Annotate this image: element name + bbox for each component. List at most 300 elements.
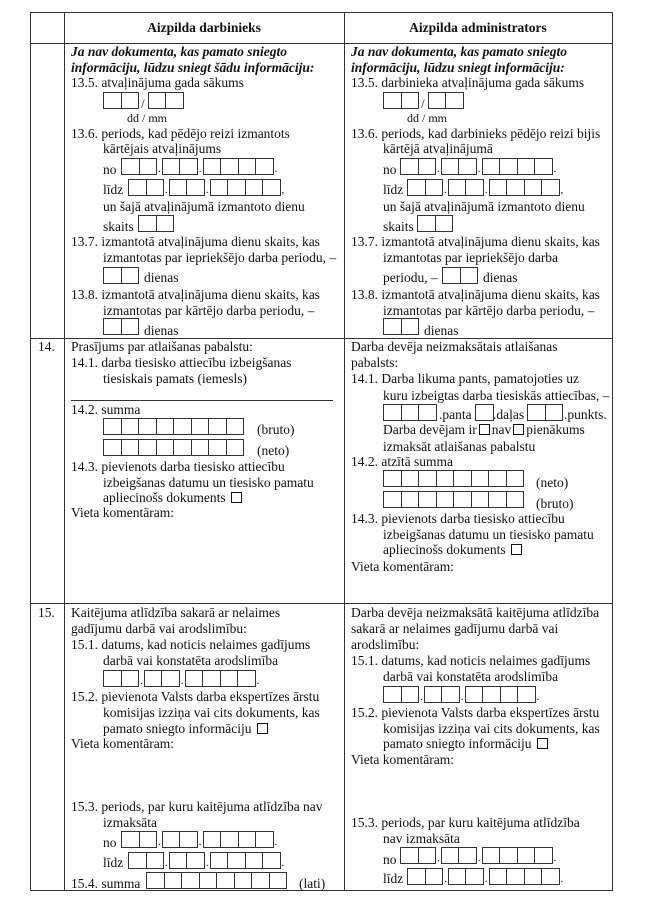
digit-cell[interactable] <box>400 158 419 175</box>
digit-cell[interactable] <box>208 439 227 456</box>
item-14-3-cont <box>103 490 244 506</box>
digit-cell[interactable] <box>210 852 229 869</box>
item-13-6-cont: kārtējā atvaļinājumā <box>383 141 493 156</box>
digit-cell[interactable] <box>517 847 536 864</box>
reason-input-line[interactable] <box>71 400 333 401</box>
digit-cell[interactable] <box>401 92 420 109</box>
date-format-hint: dd / mm <box>127 111 168 125</box>
digit-cell[interactable] <box>234 872 253 889</box>
article-label: .panta <box>439 407 472 422</box>
digit-cell[interactable] <box>524 179 543 196</box>
digit-cell[interactable] <box>220 670 239 687</box>
item-13-7-cont: periodu, – <box>383 270 438 285</box>
digit-cell[interactable] <box>517 158 536 175</box>
digit-cell[interactable] <box>103 267 122 284</box>
item-14-1-cont: kuru izbeigtas darba tiesiskās attiecības, – <box>383 388 610 403</box>
amount-field[interactable] <box>146 871 286 889</box>
document-checkbox[interactable] <box>231 492 242 503</box>
separator: . <box>553 852 557 864</box>
comment-label: Vieta komentāram: <box>351 559 455 574</box>
digit-cell[interactable] <box>185 670 204 687</box>
digit-cell[interactable] <box>226 439 245 456</box>
digit-cell[interactable] <box>146 852 165 869</box>
document-checkbox[interactable] <box>511 544 522 555</box>
digit-cell[interactable] <box>541 868 560 885</box>
digit-cell[interactable] <box>506 179 525 196</box>
from-label: no <box>383 852 397 867</box>
digit-cell[interactable] <box>226 418 245 435</box>
separator: , <box>281 184 285 196</box>
digit-cell[interactable] <box>441 686 460 703</box>
digit-cell[interactable] <box>121 418 140 435</box>
digit-cell[interactable] <box>161 670 180 687</box>
point-field[interactable] <box>527 403 562 421</box>
digit-cell[interactable] <box>401 686 420 703</box>
point-label: .punkts. <box>564 407 607 422</box>
digit-cell[interactable] <box>442 267 461 284</box>
digit-cell[interactable] <box>227 179 246 196</box>
item-14-3: 14.3. pievienots darba tiesisko attiecību <box>351 511 565 526</box>
item-15-2-cont: komisijas izziņa vai cits dokuments, kas <box>383 721 600 736</box>
duty-no-checkbox[interactable] <box>513 424 524 435</box>
digit-cell[interactable] <box>488 491 507 508</box>
days-count-field[interactable] <box>138 214 173 232</box>
accident-date-field[interactable] <box>383 685 540 703</box>
currency-label: (lati) <box>299 876 326 891</box>
paragraph-field[interactable] <box>475 403 493 421</box>
net-label: (neto) <box>536 475 569 490</box>
item-14-1: 14.1. Darba likuma pants, pamatojoties uz <box>351 371 579 386</box>
intro-text: informāciju, lūdzu sniegt informāciju: <box>351 60 565 75</box>
digit-cell[interactable] <box>524 868 543 885</box>
item-14-3-cont: izbeigšanas datumu un tiesisko pamatu <box>103 475 314 490</box>
days-label: dienas <box>144 323 179 338</box>
digit-cell[interactable] <box>436 491 455 508</box>
amount-net-field[interactable] <box>103 438 243 456</box>
comment-label: Vieta komentāram: <box>351 752 455 767</box>
digit-cell[interactable] <box>121 670 140 687</box>
digit-cell[interactable] <box>541 179 560 196</box>
digit-cell[interactable] <box>506 491 525 508</box>
separator: . <box>256 675 260 687</box>
digit-cell[interactable] <box>383 318 402 335</box>
digit-cell[interactable] <box>216 872 235 889</box>
digit-cell[interactable] <box>148 92 167 109</box>
document-checkbox[interactable] <box>537 738 548 749</box>
digit-cell[interactable] <box>407 868 426 885</box>
item-15-3-cont: nav izmaksāta <box>383 831 460 846</box>
digit-cell[interactable] <box>262 852 281 869</box>
digit-cell[interactable] <box>401 470 420 487</box>
section-title: pabalsts: <box>351 355 399 370</box>
digit-cell[interactable] <box>165 92 184 109</box>
days-field-previous[interactable] <box>103 266 138 284</box>
separator: . <box>158 836 161 848</box>
comment-label: Vieta komentāram: <box>71 505 175 520</box>
digit-cell[interactable] <box>517 686 536 703</box>
digit-cell[interactable] <box>121 267 140 284</box>
days-label: dienas <box>424 323 459 338</box>
digit-cell[interactable] <box>169 179 188 196</box>
digit-cell[interactable] <box>448 179 467 196</box>
column-divider <box>344 12 345 891</box>
digit-cell[interactable] <box>417 215 436 232</box>
digit-cell[interactable] <box>545 404 564 421</box>
digit-cell[interactable] <box>383 491 402 508</box>
digit-cell[interactable] <box>128 852 147 869</box>
separator: . <box>205 184 209 196</box>
digit-cell[interactable] <box>506 868 525 885</box>
separator: . <box>484 873 488 885</box>
item-14-3: 14.3. pievienots darba tiesisko attiecību <box>71 459 285 474</box>
digit-cell[interactable] <box>482 158 501 175</box>
digit-cell[interactable] <box>173 439 192 456</box>
separator: , <box>560 184 564 196</box>
digit-cell[interactable] <box>458 847 477 864</box>
table-border-right <box>612 12 613 891</box>
digit-cell[interactable] <box>121 92 140 109</box>
digit-cell[interactable] <box>179 831 198 848</box>
item-13-6: 13.6. periods, kad darbinieks pēdējo reizi bijis <box>351 126 601 141</box>
date-format-hint: dd / mm <box>407 111 448 125</box>
separator: . <box>165 184 168 196</box>
digit-cell[interactable] <box>186 852 205 869</box>
separator: . <box>420 691 423 703</box>
date-field-from[interactable] <box>121 830 278 848</box>
digit-cell[interactable] <box>238 831 257 848</box>
digit-cell[interactable] <box>418 491 437 508</box>
item-14-1-cont: tiesiskais pamats (iemesls) <box>103 371 247 386</box>
separator: . <box>274 836 278 848</box>
separator: . <box>437 163 440 175</box>
item-13-6: 13.6. periods, kad pēdējo reizi izmantots <box>71 126 290 141</box>
accident-date-field[interactable] <box>103 669 260 687</box>
digit-cell[interactable] <box>383 404 402 421</box>
digit-cell[interactable] <box>181 872 200 889</box>
digit-cell[interactable] <box>418 470 437 487</box>
digit-cell[interactable] <box>488 470 507 487</box>
digit-cell[interactable] <box>534 847 553 864</box>
paragraph-label: .daļas <box>493 407 525 422</box>
digit-cell[interactable] <box>425 179 444 196</box>
item-14-3-cont: izbeigšanas datumu un tiesisko pamatu <box>383 527 594 542</box>
item-15-2-cont: komisijas izziņa vai cits dokuments, kas <box>103 705 320 720</box>
item-13-7-cont: izmantotas par iepriekšējo darba periodu, – <box>103 250 337 265</box>
digit-cell[interactable] <box>103 439 122 456</box>
separator: . <box>165 857 168 869</box>
days-field-current[interactable] <box>103 317 138 335</box>
intro-text: Ja nav dokumenta, kas pamato sniegto <box>71 44 288 59</box>
digit-cell[interactable] <box>465 179 484 196</box>
digit-cell[interactable] <box>401 404 420 421</box>
separator: . <box>553 163 557 175</box>
separator: . <box>198 836 202 848</box>
digit-cell[interactable] <box>139 831 158 848</box>
digit-cell[interactable] <box>121 439 140 456</box>
section-title: sakarā ar nelaimes gadījumu darbā vai <box>351 621 559 636</box>
digit-cell[interactable] <box>407 179 426 196</box>
digit-cell[interactable] <box>169 852 188 869</box>
item-15-3-cont: izmaksāta <box>103 815 157 830</box>
digit-cell[interactable] <box>245 179 264 196</box>
digit-cell[interactable] <box>401 491 420 508</box>
section-title: Darba devēja neizmaksātais atlaišanas <box>351 339 558 354</box>
digit-cell[interactable] <box>448 868 467 885</box>
digit-cell[interactable] <box>103 92 122 109</box>
digit-cell[interactable] <box>471 491 490 508</box>
item-13-8: 13.8. izmantotā atvaļinājuma dienu skaits, kas <box>351 287 600 302</box>
count-label: skaits <box>103 219 134 234</box>
digit-cell[interactable] <box>139 158 158 175</box>
separator: . <box>536 691 540 703</box>
digit-cell[interactable] <box>138 439 157 456</box>
digit-cell[interactable] <box>445 92 464 109</box>
section-title: Kaitējuma atlīdzība sakarā ar nelaimes <box>71 605 281 620</box>
separator: . <box>205 857 209 869</box>
days-label: dienas <box>144 270 179 285</box>
digit-cell[interactable] <box>482 686 501 703</box>
doc-label: apliecinošs dokuments <box>383 542 506 557</box>
separator: . <box>198 163 202 175</box>
digit-cell[interactable] <box>138 215 157 232</box>
date-field-to[interactable] <box>407 867 564 885</box>
separator: . <box>560 873 564 885</box>
item-15-3: 15.3. periods, par kuru kaitējuma atlīdzība nav <box>71 799 323 814</box>
digit-cell[interactable] <box>500 686 519 703</box>
digit-cell[interactable] <box>162 158 181 175</box>
digit-cell[interactable] <box>441 158 460 175</box>
row-divider <box>30 603 613 604</box>
digit-cell[interactable] <box>441 847 460 864</box>
days-label: dienas <box>483 270 518 285</box>
gross-label: (bruto) <box>536 496 574 511</box>
date-field-from[interactable] <box>400 846 557 864</box>
from-label: no <box>103 835 117 850</box>
net-label: (neto) <box>257 443 290 458</box>
item-13-7: 13.7. izmantotā atvaļinājuma dienu skaits, kas <box>71 234 320 249</box>
date-field-to[interactable] <box>407 178 564 196</box>
date-field-dd-mm[interactable] <box>103 91 183 109</box>
duty-text: pienākums <box>526 422 585 437</box>
digit-cell[interactable] <box>237 670 256 687</box>
digit-cell[interactable] <box>418 404 437 421</box>
digit-cell[interactable] <box>255 831 274 848</box>
digit-cell[interactable] <box>489 179 508 196</box>
digit-cell[interactable] <box>471 470 490 487</box>
item-13-8-cont: izmantotas par kārtējo darba periodu, – <box>383 303 595 318</box>
item-15-2-cont <box>103 721 270 737</box>
item-14-1: 14.1. darba tiesisko attiecību izbeigšanas <box>71 355 292 370</box>
separator: . <box>180 675 184 687</box>
item-15-2: 15.2. pievienota Valsts darba ekspertīzes ārstu <box>351 705 600 720</box>
digit-cell[interactable] <box>186 179 205 196</box>
digit-cell[interactable] <box>453 491 472 508</box>
digit-cell[interactable] <box>418 158 437 175</box>
digit-cell[interactable] <box>144 670 163 687</box>
separator: . <box>444 873 447 885</box>
item-15-1-cont: darbā vai konstatēta arodslimība <box>103 653 279 668</box>
digit-cell[interactable] <box>482 847 501 864</box>
item-13-5: 13.5. darbinieka atvaļinājuma gada sākums <box>351 75 585 90</box>
digit-cell[interactable] <box>245 852 264 869</box>
digit-cell[interactable] <box>103 318 122 335</box>
amount-gross-field[interactable] <box>103 417 243 435</box>
digit-cell[interactable] <box>425 868 444 885</box>
digit-cell[interactable] <box>162 831 181 848</box>
item-13-6-cont: kārtējais atvaļinājums <box>103 141 222 156</box>
digit-cell[interactable] <box>383 470 402 487</box>
digit-cell[interactable] <box>121 158 140 175</box>
duty-line <box>383 422 585 438</box>
item-15-1: 15.1. datums, kad noticis nelaimes gadījums <box>351 653 591 668</box>
digit-cell[interactable] <box>435 215 454 232</box>
digit-cell[interactable] <box>208 418 227 435</box>
date-field-to[interactable] <box>128 851 285 869</box>
separator: . <box>140 675 143 687</box>
separator: . <box>281 857 285 869</box>
digit-cell[interactable] <box>424 686 443 703</box>
item-14-2: 14.2. summa <box>71 402 141 417</box>
duty-no-label: nav <box>491 422 512 437</box>
digit-cell[interactable] <box>269 872 288 889</box>
digit-cell[interactable] <box>210 179 229 196</box>
intro-text: Ja nav dokumenta, kas pamato sniegto <box>351 44 568 59</box>
digit-cell[interactable] <box>146 872 165 889</box>
to-label: līdz <box>103 855 124 870</box>
section-title: arodslimību: <box>351 637 420 652</box>
table-border-left <box>30 12 31 891</box>
digit-cell[interactable] <box>453 470 472 487</box>
digit-cell[interactable] <box>401 318 420 335</box>
digit-cell[interactable] <box>418 847 437 864</box>
digit-cell[interactable] <box>203 831 222 848</box>
digit-cell[interactable] <box>499 158 518 175</box>
date-field-to[interactable] <box>128 178 285 196</box>
amount-gross-field[interactable] <box>383 490 523 508</box>
date-field-from[interactable] <box>121 157 278 175</box>
digit-cell[interactable] <box>103 670 122 687</box>
digit-cell[interactable] <box>179 158 198 175</box>
to-label: līdz <box>383 871 404 886</box>
days-count-field[interactable] <box>417 214 452 232</box>
separator: . <box>444 184 447 196</box>
item-13-7-cont: izmantotas par iepriekšējo darba <box>383 250 559 265</box>
item-15-2: 15.2. pievienota Valsts darba ekspertīzes ārstu <box>71 689 320 704</box>
digit-cell[interactable] <box>400 847 419 864</box>
digit-cell[interactable] <box>475 404 494 421</box>
days-used-text: un šajā atvaļinājumā izmantoto dienu <box>103 199 305 214</box>
digit-cell[interactable] <box>465 686 484 703</box>
article-field[interactable] <box>383 403 436 421</box>
section-title: gadījumu darbā vai arodslimību: <box>71 621 247 636</box>
digit-cell[interactable] <box>220 158 239 175</box>
to-label: līdz <box>383 182 404 197</box>
separator: . <box>477 852 481 864</box>
duty-yes-checkbox[interactable] <box>479 424 490 435</box>
column-divider <box>64 12 65 891</box>
days-field-previous[interactable] <box>442 266 477 284</box>
digit-cell[interactable] <box>138 418 157 435</box>
to-label: līdz <box>103 182 124 197</box>
separator: / <box>421 96 425 111</box>
separator: . <box>274 163 278 175</box>
digit-cell[interactable] <box>428 92 447 109</box>
item-13-8: 13.8. izmantotā atvaļinājuma dienu skaits, kas <box>71 287 320 302</box>
duty-line-cont: izmaksāt atlaišanas pabalstu <box>383 439 536 454</box>
row-number: 14. <box>38 339 55 354</box>
item-15-3: 15.3. periods, par kuru kaitējuma atlīdzība <box>351 815 580 830</box>
header-administrator: Aizpilda administrators <box>409 20 547 35</box>
date-field-from[interactable] <box>400 157 557 175</box>
digit-cell[interactable] <box>499 847 518 864</box>
digit-cell[interactable] <box>506 470 525 487</box>
digit-cell[interactable] <box>465 868 484 885</box>
row-number: 15. <box>38 605 55 620</box>
digit-cell[interactable] <box>251 872 270 889</box>
digit-cell[interactable] <box>128 179 147 196</box>
separator: . <box>158 163 161 175</box>
amount-net-field[interactable] <box>383 469 523 487</box>
digit-cell[interactable] <box>173 418 192 435</box>
duty-text: Darba devējam ir <box>383 422 477 437</box>
separator: . <box>460 691 464 703</box>
digit-cell[interactable] <box>534 158 553 175</box>
separator: . <box>484 184 488 196</box>
date-field-dd-mm[interactable] <box>383 91 463 109</box>
from-label: no <box>103 162 117 177</box>
item-15-1: 15.1. datums, kad noticis nelaimes gadījums <box>71 637 311 652</box>
digit-cell[interactable] <box>164 872 183 889</box>
digit-cell[interactable] <box>383 686 402 703</box>
digit-cell[interactable] <box>146 179 165 196</box>
digit-cell[interactable] <box>199 872 218 889</box>
digit-cell[interactable] <box>156 439 175 456</box>
digit-cell[interactable] <box>383 92 402 109</box>
document-checkbox[interactable] <box>257 723 268 734</box>
comment-label: Vieta komentāram: <box>71 736 175 751</box>
days-used-text: un šajā atvaļinājumā izmantoto dienu <box>383 199 585 214</box>
digit-cell[interactable] <box>202 670 221 687</box>
digit-cell[interactable] <box>156 418 175 435</box>
digit-cell[interactable] <box>458 158 477 175</box>
doc-label: pamato sniegto informāciju <box>103 721 252 736</box>
intro-text: informāciju, lūdzu sniegt šādu informāciju: <box>71 60 315 75</box>
digit-cell[interactable] <box>527 404 546 421</box>
digit-cell[interactable] <box>262 179 281 196</box>
digit-cell[interactable] <box>227 852 246 869</box>
digit-cell[interactable] <box>156 215 175 232</box>
digit-cell[interactable] <box>220 831 239 848</box>
digit-cell[interactable] <box>121 318 140 335</box>
digit-cell[interactable] <box>103 418 122 435</box>
days-field-current[interactable] <box>383 317 418 335</box>
item-13-8-cont: izmantotas par kārtējo darba periodu, – <box>103 303 315 318</box>
digit-cell[interactable] <box>255 158 274 175</box>
digit-cell[interactable] <box>191 418 210 435</box>
item-13-5: 13.5. atvaļinājuma gada sākums <box>71 75 244 90</box>
separator: / <box>141 96 145 111</box>
digit-cell[interactable] <box>489 868 508 885</box>
header-employee: Aizpilda darbinieks <box>147 20 261 35</box>
digit-cell[interactable] <box>460 267 479 284</box>
digit-cell[interactable] <box>238 158 257 175</box>
digit-cell[interactable] <box>121 831 140 848</box>
digit-cell[interactable] <box>203 158 222 175</box>
digit-cell[interactable] <box>436 470 455 487</box>
item-13-7: 13.7. izmantotā atvaļinājuma dienu skaits, kas <box>351 234 600 249</box>
separator: . <box>477 163 481 175</box>
digit-cell[interactable] <box>191 439 210 456</box>
